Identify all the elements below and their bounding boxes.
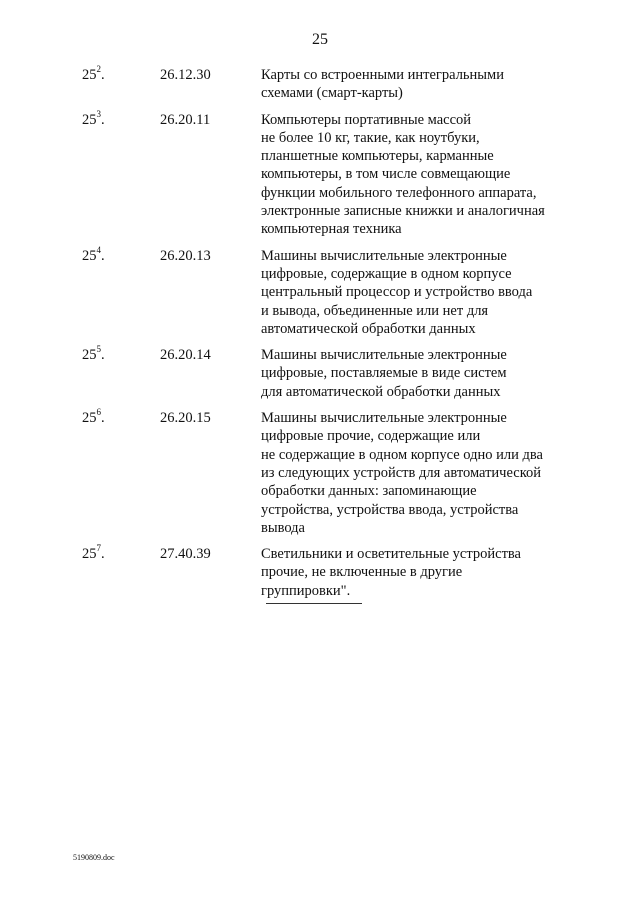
list-item	[0, 346, 640, 401]
entry-code: 26.20.11	[160, 111, 211, 128]
list-item	[0, 66, 640, 103]
entry-description: Компьютеры портативные массой не более 10 кг, такие, как ноутбуки, планшетные компьютеры, карманные компьютеры, в том числе совмещающие функции мобильного телефонного аппарата, электронные записные книжки и аналогичная компьютерная техника	[261, 111, 545, 238]
list-item	[0, 545, 640, 600]
list-item	[0, 244, 640, 338]
entry-code: 26.12.30	[160, 67, 211, 83]
entries-list	[0, 66, 640, 608]
entry-number: $25^5$.	[82, 344, 105, 364]
closing-divider	[266, 603, 362, 604]
entry-code: 26.20.14	[160, 347, 211, 364]
entry-description: Машины вычислительные электронные цифровые, содержащие в одном корпусе центральный процессор и устройство ввода и вывода, объединенные или нет для автоматической обработки данных	[261, 247, 533, 337]
entry-code: 27.40.39	[160, 546, 211, 563]
entry-description: Машины вычислительные электронные цифровые, поставляемые в виде систем для автоматической обработки данных	[261, 347, 507, 400]
entry-number: $25^3$.	[82, 108, 105, 128]
entry-code: 26.20.15	[160, 410, 211, 427]
entry-number: $25^4$.	[82, 244, 105, 264]
entry-number: $25^2$.	[82, 64, 105, 83]
list-item	[0, 108, 640, 239]
entry-description: Светильники и осветительные устройства прочие, не включенные в другие группировки".	[261, 546, 521, 599]
entry-description: Машины вычислительные электронные цифровые прочие, содержащие или не содержащие в одном корпусе одно или два из следующих устройств для автоматической обработки данных: запоминающие устройства, устройства ввода, устройства вывода	[261, 410, 543, 536]
entry-number: $25^6$.	[82, 407, 105, 427]
entry-code: 26.20.13	[160, 247, 211, 264]
footer-filename: 5190809.doc	[73, 853, 115, 862]
entry-number: $25^7$.	[82, 543, 105, 563]
entry-description: Карты со встроенными интегральными схемами (смарт-карты)	[261, 67, 504, 102]
page-number: 25	[312, 31, 328, 48]
list-item	[0, 409, 640, 537]
